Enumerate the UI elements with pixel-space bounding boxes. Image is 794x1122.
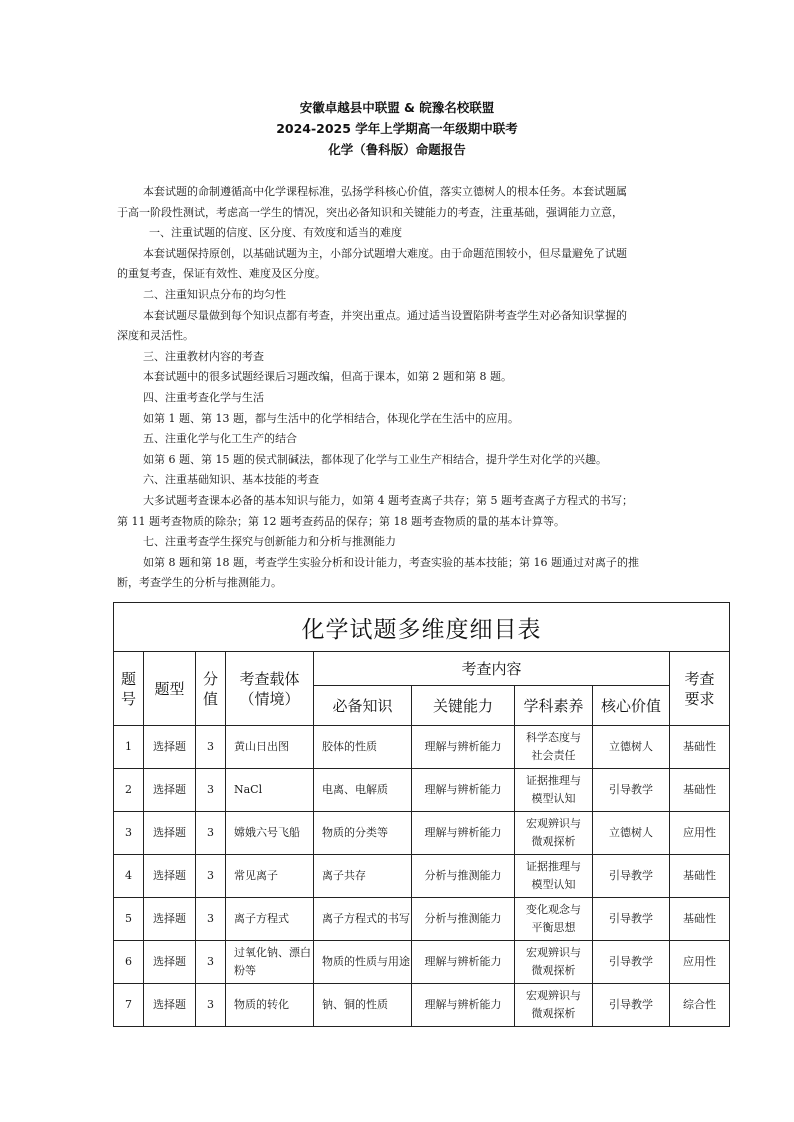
report-header xyxy=(0,97,794,160)
cell-value: 立德树人 xyxy=(593,812,670,855)
cell-literacy-text: 宏观辨识与微观探析 xyxy=(526,817,581,848)
cell-type: 选择题 xyxy=(144,812,196,855)
cell-type: 选择题 xyxy=(144,726,196,769)
table-row xyxy=(114,726,730,769)
table-row xyxy=(114,855,730,898)
section-text: 本套试题保持原创，以基础试题为主，小部分试题增大难度。由于命题范围较小，但尽量避免了试题 xyxy=(143,246,627,260)
cell-literacy-text: 宏观辨识与微观探析 xyxy=(526,989,581,1020)
section-text: 断，考查学生的分析与推测能力。 xyxy=(117,576,282,590)
header-label: 题号 xyxy=(120,669,136,708)
cell-knowledge: 离子方程式的书写 xyxy=(314,898,412,941)
cell-literacy xyxy=(515,855,593,898)
cell-value: 引导教学 xyxy=(593,898,670,941)
header-label: 学科素养 xyxy=(523,696,584,715)
cell-knowledge: 物质的分类等 xyxy=(314,812,412,855)
section-text: 本套试题中的很多试题经课后习题改编，但高于课本，如第 2 题和第 8 题。 xyxy=(143,370,512,384)
cell-type: 选择题 xyxy=(144,941,196,984)
alliance-title: 安徽卓越县中联盟 & 皖豫名校联盟 xyxy=(299,100,495,115)
section-text: 如第 8 题和第 18 题，考查学生实验分析和设计能力，考查实验的基本技能；第 16 题通过对离子的推 xyxy=(143,555,639,569)
cell-score: 3 xyxy=(196,941,226,984)
cell-carrier: 嫦娥六号飞船 xyxy=(226,812,314,855)
header-carrier xyxy=(226,652,314,726)
header-label: 考查载体（情境） xyxy=(239,669,300,708)
header-ability: 关键能力 xyxy=(412,686,515,726)
cell-number: 7 xyxy=(114,984,144,1027)
section-text: 第 11 题考查物质的除杂；第 12 题考查药品的保存；第 18 题考查物质的量的基本计算等。 xyxy=(117,514,565,528)
section-text: 如第 1 题、第 13 题，都与生活中的化学相结合，体现化学在生活中的应用。 xyxy=(143,411,519,425)
table-row xyxy=(114,984,730,1027)
section-heading: 六、注重基础知识、基本技能的考查 xyxy=(143,473,319,487)
cell-carrier: 常见离子 xyxy=(226,855,314,898)
report-title: 化学（鲁科版）命题报告 xyxy=(328,142,466,157)
cell-knowledge: 电离、电解质 xyxy=(314,769,412,812)
section-heading: 二、注重知识点分布的均匀性 xyxy=(143,287,286,301)
cell-carrier: 过氧化钠、漂白粉等 xyxy=(226,941,314,984)
section-text: 深度和灵活性。 xyxy=(117,329,194,343)
section-text: 本套试题尽量做到每个知识点都有考查，并突出重点。通过适当设置陷阱考查学生对必备知识掌握的 xyxy=(143,308,627,322)
cell-ability: 理解与辨析能力 xyxy=(412,984,515,1027)
cell-ability: 理解与辨析能力 xyxy=(412,941,515,984)
cell-requirement: 应用性 xyxy=(670,812,730,855)
cell-knowledge: 物质的性质与用途 xyxy=(314,941,412,984)
cell-literacy xyxy=(515,726,593,769)
cell-ability: 理解与辨析能力 xyxy=(412,726,515,769)
cell-value: 引导教学 xyxy=(593,855,670,898)
cell-ability: 分析与推测能力 xyxy=(412,898,515,941)
cell-requirement: 基础性 xyxy=(670,898,730,941)
cell-literacy xyxy=(515,941,593,984)
cell-literacy-text: 科学态度与社会责任 xyxy=(526,731,581,762)
section-heading: 四、注重考查化学与生活 xyxy=(143,390,264,404)
section-text: 大多试题考查课本必备的基本知识与能力，如第 4 题考查离子共存；第 5 题考查离子方程式的书写； xyxy=(143,493,633,507)
cell-literacy-text: 宏观辨识与微观探析 xyxy=(526,946,581,977)
cell-score: 3 xyxy=(196,812,226,855)
intro-paragraph-line: 于高一阶段性测试，考虑高一学生的情况，突出必备知识和关键能力的考查，注重基础，强调能力立意， xyxy=(117,205,623,219)
cell-literacy xyxy=(515,769,593,812)
cell-number: 2 xyxy=(114,769,144,812)
section-text: 的重复考查，保证有效性、难度及区分度。 xyxy=(117,267,326,281)
cell-literacy-text: 证据推理与模型认知 xyxy=(526,860,581,891)
table-row xyxy=(114,941,730,984)
cell-requirement: 基础性 xyxy=(670,855,730,898)
section-heading: 一、注重试题的信度、区分度、有效度和适当的难度 xyxy=(149,226,402,240)
cell-carrier: 离子方程式 xyxy=(226,898,314,941)
cell-literacy xyxy=(515,812,593,855)
intro-paragraph-line: 本套试题的命制遵循高中化学课程标准，弘扬学科核心价值，落实立德树人的根本任务。本套试题属 xyxy=(143,185,627,198)
cell-type: 选择题 xyxy=(144,769,196,812)
cell-value: 引导教学 xyxy=(593,769,670,812)
header-knowledge: 必备知识 xyxy=(314,686,412,726)
cell-carrier: 物质的转化 xyxy=(226,984,314,1027)
cell-literacy xyxy=(515,984,593,1027)
header-score xyxy=(196,652,226,726)
cell-ability: 理解与辨析能力 xyxy=(412,812,515,855)
cell-number: 6 xyxy=(114,941,144,984)
table-row xyxy=(114,898,730,941)
table-row xyxy=(114,812,730,855)
table-title: 化学试题多维度细目表 xyxy=(114,603,730,652)
cell-score: 3 xyxy=(196,984,226,1027)
cell-type: 选择题 xyxy=(144,984,196,1027)
cell-carrier: NaCl xyxy=(226,769,314,812)
section-heading: 五、注重化学与化工生产的结合 xyxy=(143,432,297,446)
header-question-number xyxy=(114,652,144,726)
exam-title: 2024-2025 学年上学期高一年级期中联考 xyxy=(276,121,518,136)
question-spec-table xyxy=(113,602,730,1027)
table-row xyxy=(114,769,730,812)
cell-requirement: 应用性 xyxy=(670,941,730,984)
cell-value: 引导教学 xyxy=(593,984,670,1027)
section-heading: 三、注重教材内容的考查 xyxy=(143,349,264,363)
cell-number: 5 xyxy=(114,898,144,941)
header-requirement xyxy=(670,652,730,726)
header-core-value: 核心价值 xyxy=(593,686,670,726)
cell-requirement: 综合性 xyxy=(670,984,730,1027)
cell-value: 立德树人 xyxy=(593,726,670,769)
cell-literacy xyxy=(515,898,593,941)
report-body xyxy=(117,182,677,594)
cell-number: 4 xyxy=(114,855,144,898)
cell-knowledge: 钠、铜的性质 xyxy=(314,984,412,1027)
cell-score: 3 xyxy=(196,726,226,769)
cell-literacy-text: 变化观念与平衡思想 xyxy=(526,903,581,934)
header-literacy xyxy=(515,686,593,726)
cell-value: 引导教学 xyxy=(593,941,670,984)
cell-carrier: 黄山日出图 xyxy=(226,726,314,769)
cell-number: 1 xyxy=(114,726,144,769)
cell-score: 3 xyxy=(196,898,226,941)
cell-requirement: 基础性 xyxy=(670,726,730,769)
header-label: 分值 xyxy=(202,669,218,708)
cell-ability: 理解与辨析能力 xyxy=(412,769,515,812)
cell-score: 3 xyxy=(196,855,226,898)
cell-knowledge: 离子共存 xyxy=(314,855,412,898)
header-content: 考查内容 xyxy=(314,652,670,686)
section-text: 如第 6 题、第 15 题的侯式制碱法，都体现了化学与工业生产相结合，提升学生对化学的兴趣。 xyxy=(143,452,607,466)
cell-number: 3 xyxy=(114,812,144,855)
cell-requirement: 基础性 xyxy=(670,769,730,812)
cell-knowledge: 胶体的性质 xyxy=(314,726,412,769)
cell-score: 3 xyxy=(196,769,226,812)
header-question-type: 题型 xyxy=(144,652,196,726)
cell-ability: 分析与推测能力 xyxy=(412,855,515,898)
cell-literacy-text: 证据推理与模型认知 xyxy=(526,774,581,805)
header-label: 考查要求 xyxy=(684,669,715,708)
cell-type: 选择题 xyxy=(144,855,196,898)
cell-type: 选择题 xyxy=(144,898,196,941)
section-heading: 七、注重考查学生探究与创新能力和分析与推测能力 xyxy=(143,535,396,549)
